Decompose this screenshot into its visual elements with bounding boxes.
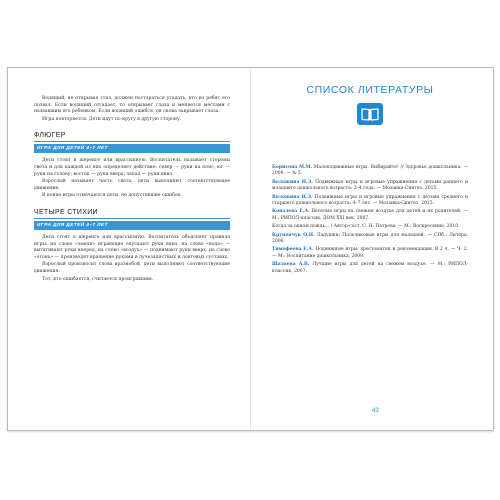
reference-author: Шалаева А.В.: [272, 262, 310, 268]
reference-item: [272, 247, 468, 260]
reference-author: Крупенчук О.Н.: [272, 232, 315, 238]
game-paragraph: Тот, кто ошибается, считается проигравшим.: [42, 276, 154, 282]
reference-author: Ковалева Е.А.: [272, 209, 310, 215]
reference-author: Тимофеева Е.А.: [272, 247, 314, 253]
reference-text: Подвижные игры: хрестоматия и рекомендации. В 2 ч. — Ч. 2. — М.: Воспитание дошкольника, 2009.: [272, 247, 469, 259]
reference-item: [272, 165, 468, 178]
reference-text: Подвижные игры и игровые упражнения с детьми среднего и старшего дошкольного возраста: 4–7 лет. — Мозаика-Синтез, 2015.: [272, 194, 468, 207]
reference-text: Подвижные игры и игровые упражнения с детьми раннего и младшего дошкольного возраста: 2–4 года. — Мозаика-Синтез, 2015.: [272, 179, 468, 192]
game-paragraph: Дети стоят в шеренге или врассыпную. Воспитатель называет стороны света и для каждой из них определяет действие: север — руки на пояс; юг — руки на голову; восток — руки вверх; запад — руки вниз.: [34, 158, 230, 177]
reference-text: Веселые игры на свежем воздухе для детей и их родителей. — М.: РИПОЛ-классик, ДОМ XXI век, 2007.: [272, 209, 468, 221]
reference-list: [272, 165, 468, 275]
reference-item: [272, 209, 468, 222]
page-number: 43: [372, 408, 379, 414]
game-paragraph: В конце игры отмечаются дети, не допустившие ошибок.: [42, 193, 182, 199]
game-title: ФЛЮГЕР: [34, 132, 230, 142]
reference-author: Волошина Н.Э.: [272, 194, 313, 200]
game-paragraph: Взрослый называет часть света, дети выполняют соответствующее движение.: [34, 179, 230, 191]
game-title: ЧЕТЫРЕ СТИХИИ: [34, 209, 230, 219]
reference-item: [272, 180, 468, 193]
book-badge: [357, 103, 383, 125]
reference-item: [272, 195, 468, 208]
reference-author: Волошина Н.Э.: [272, 179, 313, 185]
reference-text: Лучшие игры для детей на свежем воздухе. — М.: РИПОЛ-классик, 2007.: [272, 262, 468, 274]
age-label: ИГРА ДЛЯ ДЕТЕЙ 4–7 ЛЕТ: [34, 221, 230, 230]
game-flyuger: [34, 132, 230, 200]
book-icon: [361, 107, 379, 121]
reference-text: Ладушки: Пальчиковые игры для малышей. — СПб.: Литера, 2006.: [272, 232, 468, 245]
game-four-elements: [34, 209, 230, 283]
left-page: [34, 96, 230, 284]
game-paragraph: Взрослый произносит слова вразнобой, дети выполняют соответствующие движения.: [34, 262, 230, 274]
game-paragraph: Дети стоят в шеренге или врассыпную. Воспитатель объясняет правила игры: на слово «земля» играющие опускают руки вниз, на слово «вода» — вытягивают руки вперед, на слово «воздух» — поднимают руки вверх, на слово «огонь» — производят вращение руками в лучезапястных и локтевых суставах.: [34, 234, 230, 260]
intro-paragraph: Игра повторяется. Дети идут по кругу в другую сторону.: [42, 116, 182, 122]
reference-text: Малоподвижные игры. Выбирайте! // Здоровье дошкольника. — 2009. — № 5.: [272, 165, 468, 177]
reference-item: [272, 233, 468, 246]
bibliography-title: СПИСОК ЛИТЕРАТУРЫ: [306, 84, 434, 96]
age-label: ИГРА ДЛЯ ДЕТЕЙ 4–7 ЛЕТ: [34, 144, 230, 153]
reference-author: Борисова М.М.: [272, 165, 313, 170]
book-spread: [7, 67, 494, 431]
reference-text: Когда за окном дождь... / Автор-сост. С. Н. Петрова. — М.: Воскресение, 2010.: [272, 224, 460, 230]
reference-item: [272, 262, 468, 275]
right-page: [272, 84, 468, 277]
reference-item: [272, 224, 468, 230]
page-gutter: [250, 68, 251, 430]
intro-paragraph: Водящий, не открывая глаз, должен постараться угадать, кто из ребят его позвал. Если водящий отгадает, то открывает глаза и меняется местами с назвавшим его ребенком. Если водящий ошибся, он снова закрывает глаза.: [34, 96, 230, 115]
